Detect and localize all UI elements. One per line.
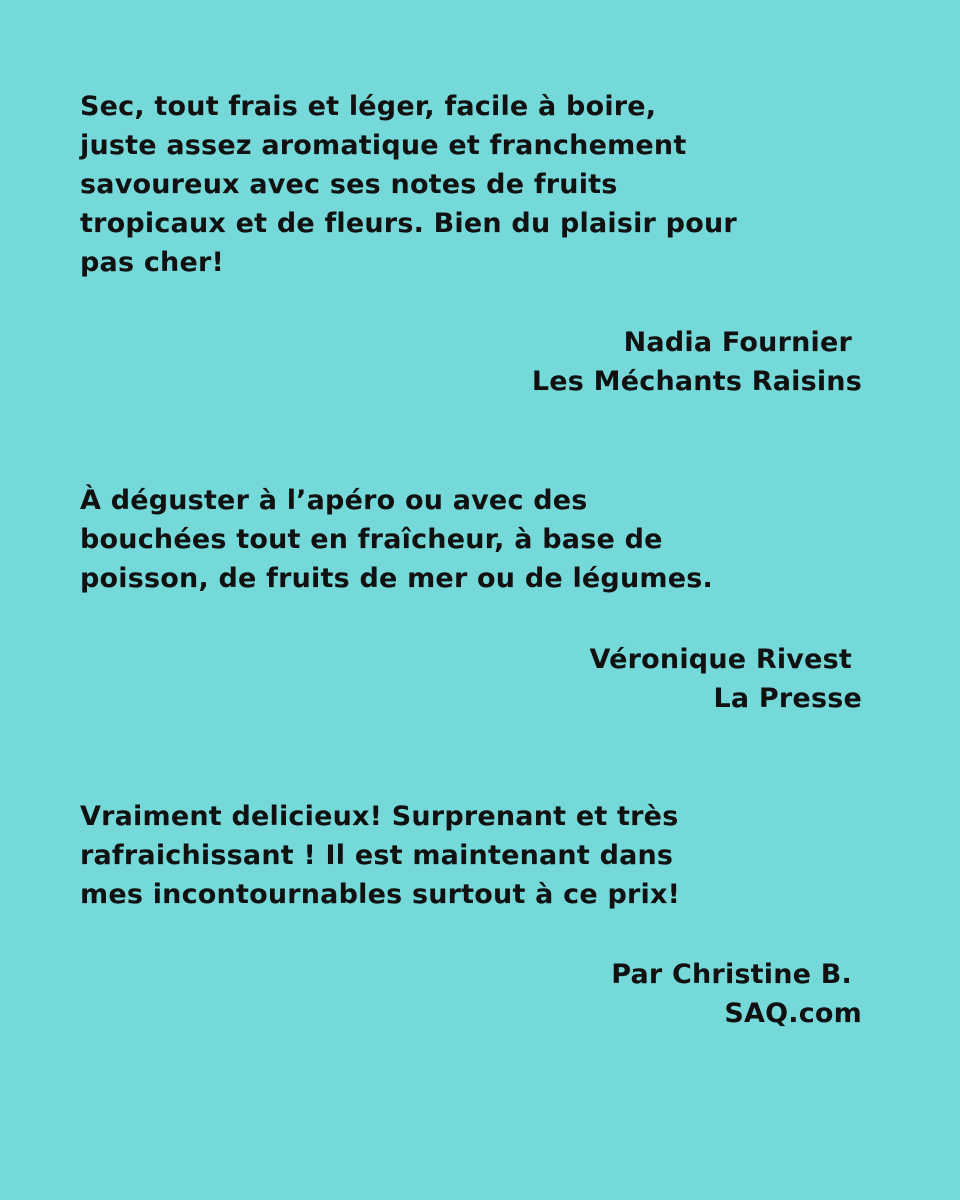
review-quote-2 bbox=[80, 481, 880, 598]
review-author: Véronique Rivest bbox=[589, 644, 852, 675]
quote-line: À déguster à l’apéro ou avec des bbox=[80, 485, 588, 516]
quote-line: poisson, de fruits de mer ou de légumes. bbox=[80, 563, 713, 594]
review-source: La Presse bbox=[713, 683, 862, 714]
review-quote-3 bbox=[80, 797, 880, 914]
quote-line: pas cher! bbox=[80, 247, 224, 278]
quote-line: bouchées tout en fraîcheur, à base de bbox=[80, 524, 663, 555]
quote-line: Sec, tout frais et léger, facile à boire, bbox=[80, 91, 657, 122]
quote-line: mes incontournables surtout à ce prix! bbox=[80, 879, 681, 910]
review-author: Par Christine B. bbox=[611, 959, 852, 990]
quote-line: juste assez aromatique et franchement bbox=[80, 130, 687, 161]
quote-line: rafraichissant ! Il est maintenant dans bbox=[80, 840, 674, 871]
review-quote-1 bbox=[80, 87, 880, 282]
quote-line: tropicaux et de fleurs. Bien du plaisir pour bbox=[80, 208, 737, 239]
review-attribution-2 bbox=[262, 640, 862, 718]
review-source: Les Méchants Raisins bbox=[531, 366, 862, 397]
review-attribution-3 bbox=[262, 955, 862, 1033]
quote-line: Vraiment delicieux! Surprenant et très bbox=[80, 801, 679, 832]
review-author: Nadia Fournier bbox=[623, 327, 852, 358]
review-source: SAQ.com bbox=[724, 998, 862, 1029]
review-attribution-1 bbox=[262, 323, 862, 401]
quote-line: savoureux avec ses notes de fruits bbox=[80, 169, 618, 200]
